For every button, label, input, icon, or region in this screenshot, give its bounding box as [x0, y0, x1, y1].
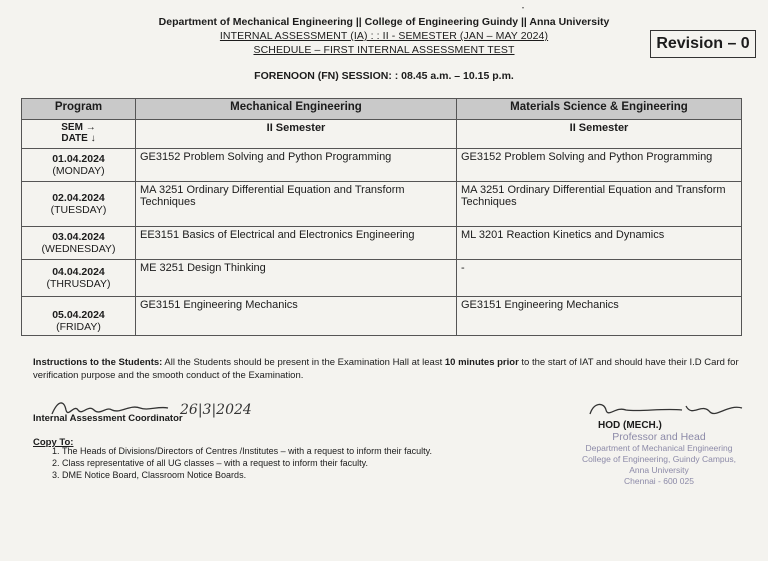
mse-subject: GE3151 Engineering Mechanics — [457, 297, 742, 336]
exam-date: 01.04.2024 — [52, 153, 105, 165]
coordinator-label: Internal Assessment Coordinator — [33, 413, 183, 424]
list-item: 2. Class representative of all UG classes – with a request to inform their faculty. — [62, 457, 432, 469]
table-row — [22, 227, 742, 260]
mse-subject: GE3152 Problem Solving and Python Programming — [457, 149, 742, 182]
sem-date-label — [22, 120, 136, 149]
revision-box: Revision – 0 — [650, 30, 756, 58]
column-header-mech: Mechanical Engineering — [136, 99, 457, 120]
mech-subject: MA 3251 Ordinary Differential Equation and Transform Techniques — [136, 182, 457, 227]
instructions-lead: Instructions to the Students: — [33, 357, 163, 368]
instructions-bold: 10 minutes prior — [444, 357, 519, 368]
hod-label: HOD (MECH.) — [598, 420, 662, 431]
mse-semester: II Semester — [457, 120, 742, 149]
list-item: 3. DME Notice Board, Classroom Notice Boards. — [62, 469, 432, 481]
copy-to-label: Copy To: — [33, 437, 74, 448]
table-row — [22, 149, 742, 182]
stamp-line-2: Department of Mechanical Engineering — [585, 443, 733, 453]
instructions-text-1: All the Students should be present in the Examination Hall at least — [162, 357, 445, 368]
mse-subject: ML 3201 Reaction Kinetics and Dynamics — [457, 227, 742, 260]
mech-subject: GE3151 Engineering Mechanics — [136, 297, 457, 336]
hod-stamp — [568, 432, 750, 487]
instructions-text-2: to the start of IAT and should have their I.D Card for verification purpose and the smooth conduct of the Examination. — [33, 357, 739, 381]
date-label: DATE ↓ — [61, 133, 96, 144]
mse-subject: MA 3251 Ordinary Differential Equation and Transform Techniques — [457, 182, 742, 227]
exam-date: 02.04.2024 — [52, 192, 105, 204]
sem-label: SEM → — [61, 122, 96, 133]
date-cell — [22, 182, 136, 227]
session-timing: FORENOON (FN) SESSION: : 08.45 a.m. – 10.15 p.m. — [254, 70, 514, 82]
exam-day: (WEDNESDAY) — [41, 243, 116, 255]
exam-date: 05.04.2024 — [52, 309, 105, 321]
coordinator-date: 26|3|2024 — [180, 402, 252, 418]
scan-mark: ᛫ — [520, 4, 526, 15]
mech-subject: ME 3251 Design Thinking — [136, 260, 457, 297]
mech-subject: GE3152 Problem Solving and Python Programming — [136, 149, 457, 182]
mech-subject: EE3151 Basics of Electrical and Electronics Engineering — [136, 227, 457, 260]
exam-date: 04.04.2024 — [52, 266, 105, 278]
assessment-title: INTERNAL ASSESSMENT (IA) : : II - SEMESTER (JAN – MAY 2024) — [219, 30, 549, 42]
column-header-program: Program — [22, 99, 136, 120]
instructions — [33, 356, 745, 382]
stamp-line-5: Chennai - 600 025 — [624, 476, 694, 486]
exam-day: (TUESDAY) — [50, 204, 107, 216]
exam-day: (FRIDAY) — [56, 321, 101, 333]
department-header: Department of Mechanical Engineering || College of Engineering Guindy || Anna University — [158, 16, 610, 28]
date-cell — [22, 149, 136, 182]
column-header-mse: Materials Science & Engineering — [457, 99, 742, 120]
stamp-line-4: Anna University — [629, 465, 689, 475]
exam-day: (MONDAY) — [52, 165, 105, 177]
exam-day: (THRUSDAY) — [46, 278, 111, 290]
mech-semester: II Semester — [136, 120, 457, 149]
copy-to-list — [22, 445, 432, 481]
schedule-title: SCHEDULE – FIRST INTERNAL ASSESSMENT TEST — [253, 44, 515, 56]
table-row — [22, 297, 742, 336]
stamp-line-3: College of Engineering, Guindy Campus, — [581, 454, 737, 464]
date-cell — [22, 227, 136, 260]
date-cell — [22, 260, 136, 297]
date-cell — [22, 297, 136, 336]
exam-date: 03.04.2024 — [52, 231, 105, 243]
schedule-table — [21, 98, 742, 336]
table-header-row — [22, 99, 742, 120]
table-row — [22, 260, 742, 297]
list-item: 1. The Heads of Divisions/Directors of Centres /Institutes – with a request to inform their faculty. — [62, 445, 432, 457]
mse-subject: - — [457, 260, 742, 297]
semester-row — [22, 120, 742, 149]
stamp-line-1: Professor and Head — [612, 431, 706, 443]
table-row — [22, 182, 742, 227]
